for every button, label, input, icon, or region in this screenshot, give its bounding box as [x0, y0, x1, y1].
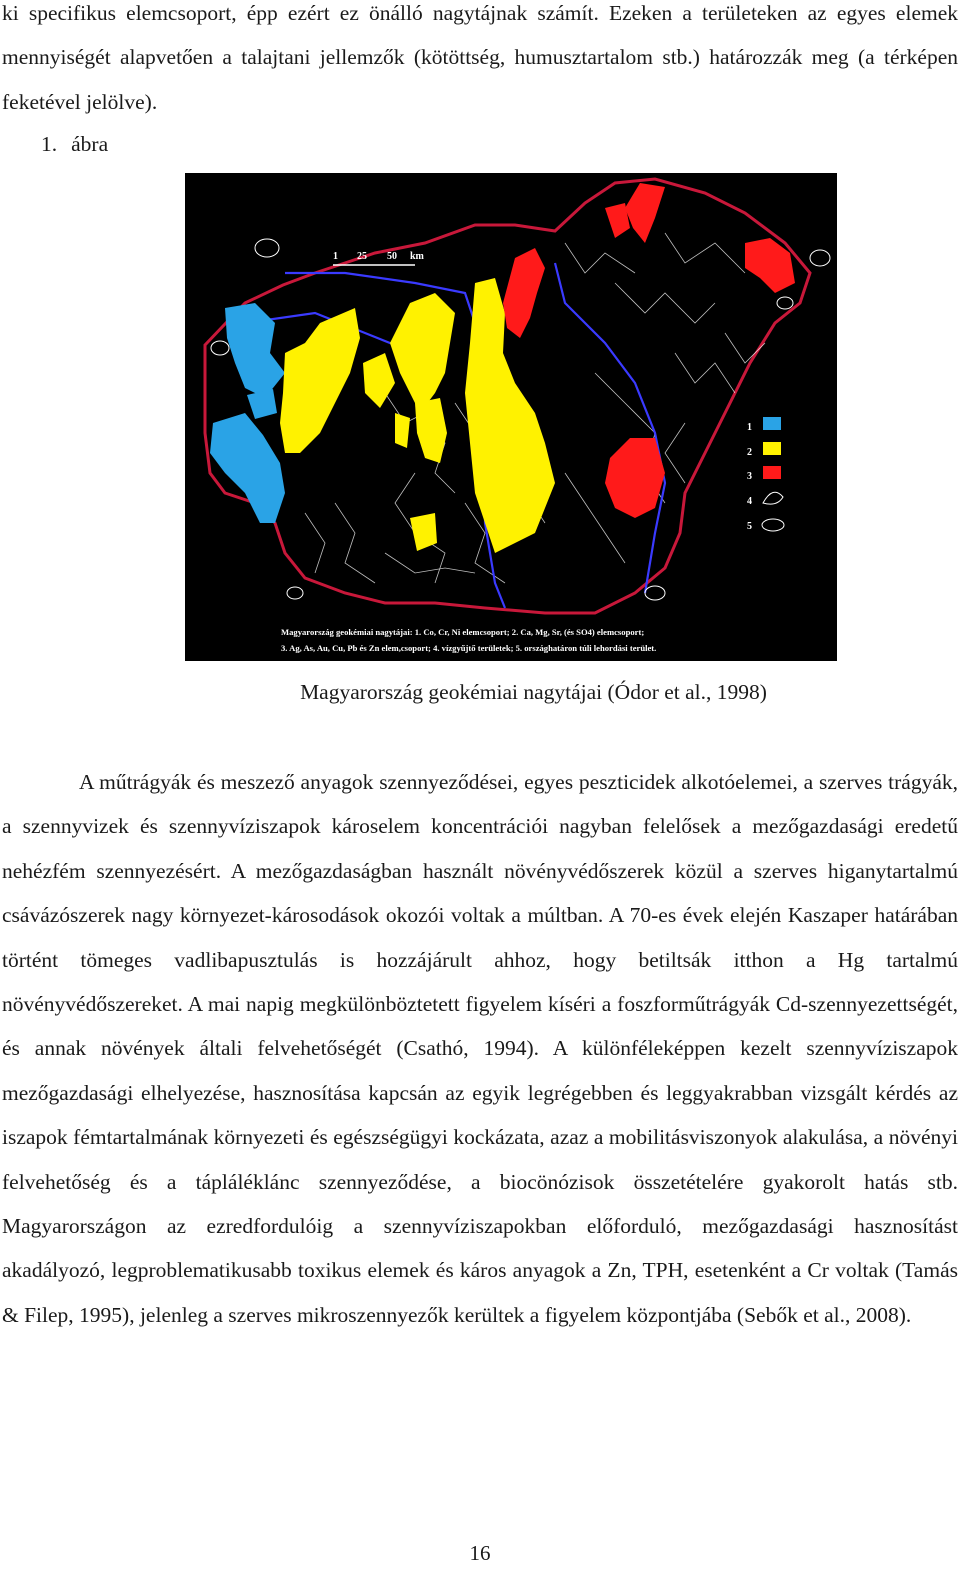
scale-label-1: 1	[333, 251, 338, 262]
scale-label-km: km	[410, 251, 424, 262]
legend-swatch-1	[763, 417, 781, 430]
figure-caption: Magyarország geokémiai nagytájai (Ódor et al., 1998)	[300, 680, 767, 704]
map-note-line2: 3. Ag, As, Au, Cu, Pb és Zn elem,csoport; 4. vízgyűjtő területek; 5. országhatáron túli lehordási terület.	[281, 643, 657, 653]
scale-label-25: 25	[357, 251, 367, 262]
legend-num-4: 4	[747, 496, 752, 507]
map-note-line1: Magyarország geokémiai nagytájai: 1. Co, Cr, Ni elemcsoport; 2. Ca, Mg, Sr, (és SO4) elemcsoport;	[281, 627, 645, 637]
legend-swatch-2	[763, 442, 781, 455]
geochemical-map	[185, 173, 837, 661]
legend-num-5: 5	[747, 521, 752, 532]
scale-label-50: 50	[387, 251, 397, 262]
map-svg	[185, 173, 837, 661]
legend-num-1: 1	[747, 422, 752, 433]
figure-label	[41, 122, 108, 166]
legend-num-2: 2	[747, 447, 752, 458]
page-number: 16	[469, 1541, 491, 1565]
legend-num-3: 3	[747, 471, 752, 482]
figure-word: ábra	[71, 132, 109, 156]
legend-swatch-3	[763, 466, 781, 479]
figure-number: 1.	[41, 132, 58, 156]
paragraph-top: ki specifikus elemcsoport, épp ezért ez önálló nagytájnak számít. Ezeken a területeken az egyes elemek mennyiségét alapvetően a talajtani jellemzők (kötöttség, humusztartalom stb.) határozzák meg (a térképen feketével jelölve).	[2, 1, 958, 114]
paragraph-main: A műtrágyák és meszező anyagok szennyeződései, egyes peszticidek alkotóelemei, a szerves trágyák, a szennyvizek és szennyvíziszapok károselem koncentrációi nagyban felelősek a mezőgazdasági eredetű nehézfém szennyezésért. A mezőgazdaságban használt növényvédőszerek közül a szerves higanytartalmú csávázószerek nagy környezet-károsodások okozói voltak a múltban. A 70-es évek elején Kaszaper határában történt tömeges vadlibapusztulás is hozzájárult ahhoz, hogy betiltsák itthon a Hg tartalmú növényvédőszereket. A mai napig megkülönböztetett figyelem kíséri a foszforműtrágyák Cd-szennyezettségét, és annak növények általi felvehetőségét (Csathó, 1994). A különféleképpen kezelt szennyvíziszapok mezőgazdasági elhelyezése, hasznosítása kapcsán az egyik legrégebben és leggyakrabban vizsgált kérdés az iszapok fémtartalmának környezeti és egészségügyi kockázata, azaz a mobilitásviszonyok alakulása, a növényi felvehetőség és a tápláléklánc szennyeződése, a biocönózisok összetételére gyakorolt hatás stb. Magyarországon az ezredfordulóig a szennyvíziszapokban előforduló, mezőgazdasági hasznosítást akadályozó, legproblematikusabb toxikus elemek és káros anyagok a Zn, TPH, esetenként a Cr voltak (Tamás & Filep, 1995), jelenleg a szerves mikroszennyezők kerültek a figyelem központjába (Sebők et al., 2008).	[2, 770, 958, 1327]
